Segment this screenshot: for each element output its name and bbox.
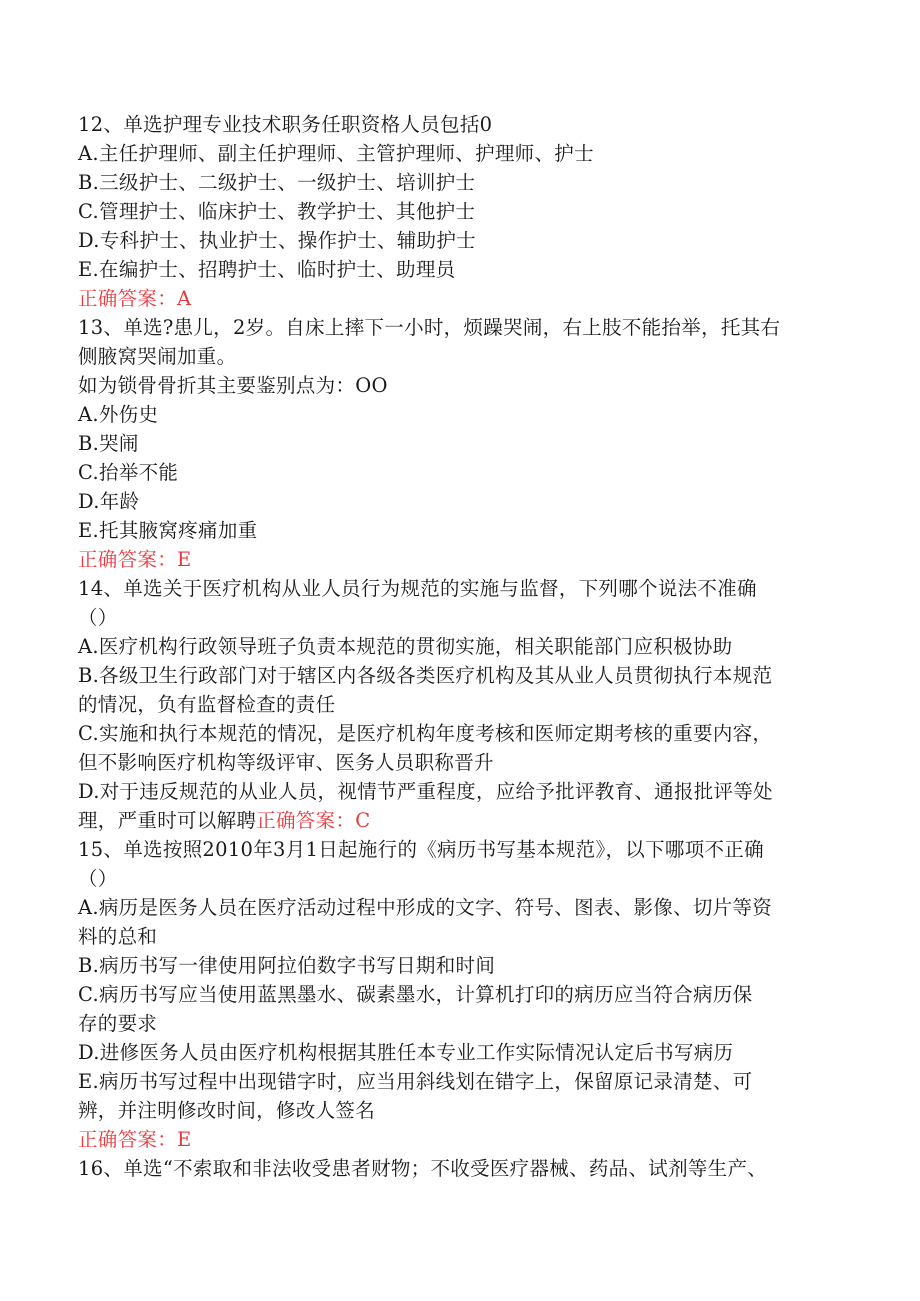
q13-option-a: A.外伤史 <box>78 403 159 426</box>
q14-answer: 正确答案：C <box>256 809 371 832</box>
q15-line-1: A.病历是医务人员在医疗活动过程中形成的文字、符号、图表、影像、切片等资 <box>78 896 773 919</box>
q14-last-line-text: 理，严重时可以解聘 <box>78 809 257 832</box>
q15-title-line-2: （） <box>78 867 118 890</box>
q12-option-e: E.在编护士、招聘护士、临时护士、助理员 <box>78 258 456 281</box>
q12-option-c: C.管理护士、临床护士、教学护士、其他护士 <box>78 200 476 223</box>
q14-line-4: C.实施和执行本规范的情况，是医疗机构年度考核和医师定期考核的重要内容， <box>78 722 773 745</box>
q15-line-8: 辨，并注明修改时间，修改人签名 <box>78 1099 376 1122</box>
q15-line-2: 料的总和 <box>78 925 158 948</box>
q13-title-line-1: 13、单选?患儿，2岁。自床上摔下一小时，烦躁哭闹，右上肢不能抬举，托其右 <box>78 316 781 339</box>
q13-option-c: C.抬举不能 <box>78 461 179 484</box>
q14-line-3: 的情况，负有监督检查的责任 <box>78 693 336 716</box>
document-page <box>78 110 838 1183</box>
q12-option-a: A.主任护理师、副主任护理师、主管护理师、护理师、护士 <box>78 142 594 165</box>
q15-line-4: C.病历书写应当使用蓝黑墨水、碳素墨水，计算机打印的病历应当符合病历保 <box>78 983 753 1006</box>
q12-answer: 正确答案：A <box>78 287 192 310</box>
q14-title-line-2: （） <box>78 606 118 629</box>
q12-option-d: D.专科护士、执业护士、操作护士、辅助护士 <box>78 229 476 252</box>
q15-line-6: D.进修医务人员由医疗机构根据其胜任本专业工作实际情况认定后书写病历 <box>78 1041 734 1064</box>
q14-line-2: B.各级卫生行政部门对于辖区内各级各类医疗机构及其从业人员贯彻执行本规范 <box>78 664 773 687</box>
q13-answer: 正确答案：E <box>78 548 192 571</box>
q13-title-line-3: 如为锁骨骨折其主要鉴别点为：OO <box>78 374 388 397</box>
q14-line-5: 但不影响医疗机构等级评审、医务人员职称晋升 <box>78 751 494 774</box>
q15-title-line-1: 15、单选按照2010年3月1日起施行的《病历书写基本规范》，以下哪项不正确 <box>78 838 764 861</box>
q14-line-1: A.医疗机构行政领导班子负责本规范的贯彻实施，相关职能部门应积极协助 <box>78 635 733 658</box>
q14-title-line-1: 14、单选关于医疗机构从业人员行为规范的实施与监督，下列哪个说法不准确 <box>78 577 757 600</box>
q15-line-7: E.病历书写过程中出现错字时，应当用斜线划在错字上，保留原记录清楚、可 <box>78 1070 753 1093</box>
q14-line-6: D.对于违反规范的从业人员，视情节严重程度，应给予批评教育、通报批评等处 <box>78 780 773 803</box>
q15-answer: 正确答案：E <box>78 1128 192 1151</box>
q12-option-b: B.三级护士、二级护士、一级护士、培训护士 <box>78 171 476 194</box>
q13-option-e: E.托其腋窝疼痛加重 <box>78 519 258 542</box>
q13-title-line-2: 侧腋窝哭闹加重。 <box>78 345 237 368</box>
q13-option-b: B.哭闹 <box>78 432 139 455</box>
q16-title-line-1: 16、单选“不索取和非法收受患者财物；不收受医疗器械、药品、试剂等生产、 <box>78 1157 768 1180</box>
q15-line-5: 存的要求 <box>78 1012 158 1035</box>
q15-line-3: B.病历书写一律使用阿拉伯数字书写日期和时间 <box>78 954 496 977</box>
q13-option-d: D.年龄 <box>78 490 140 513</box>
q12-title: 12、单选护理专业技术职务任职资格人员包括0 <box>78 113 493 136</box>
q14-last-line <box>78 806 838 835</box>
